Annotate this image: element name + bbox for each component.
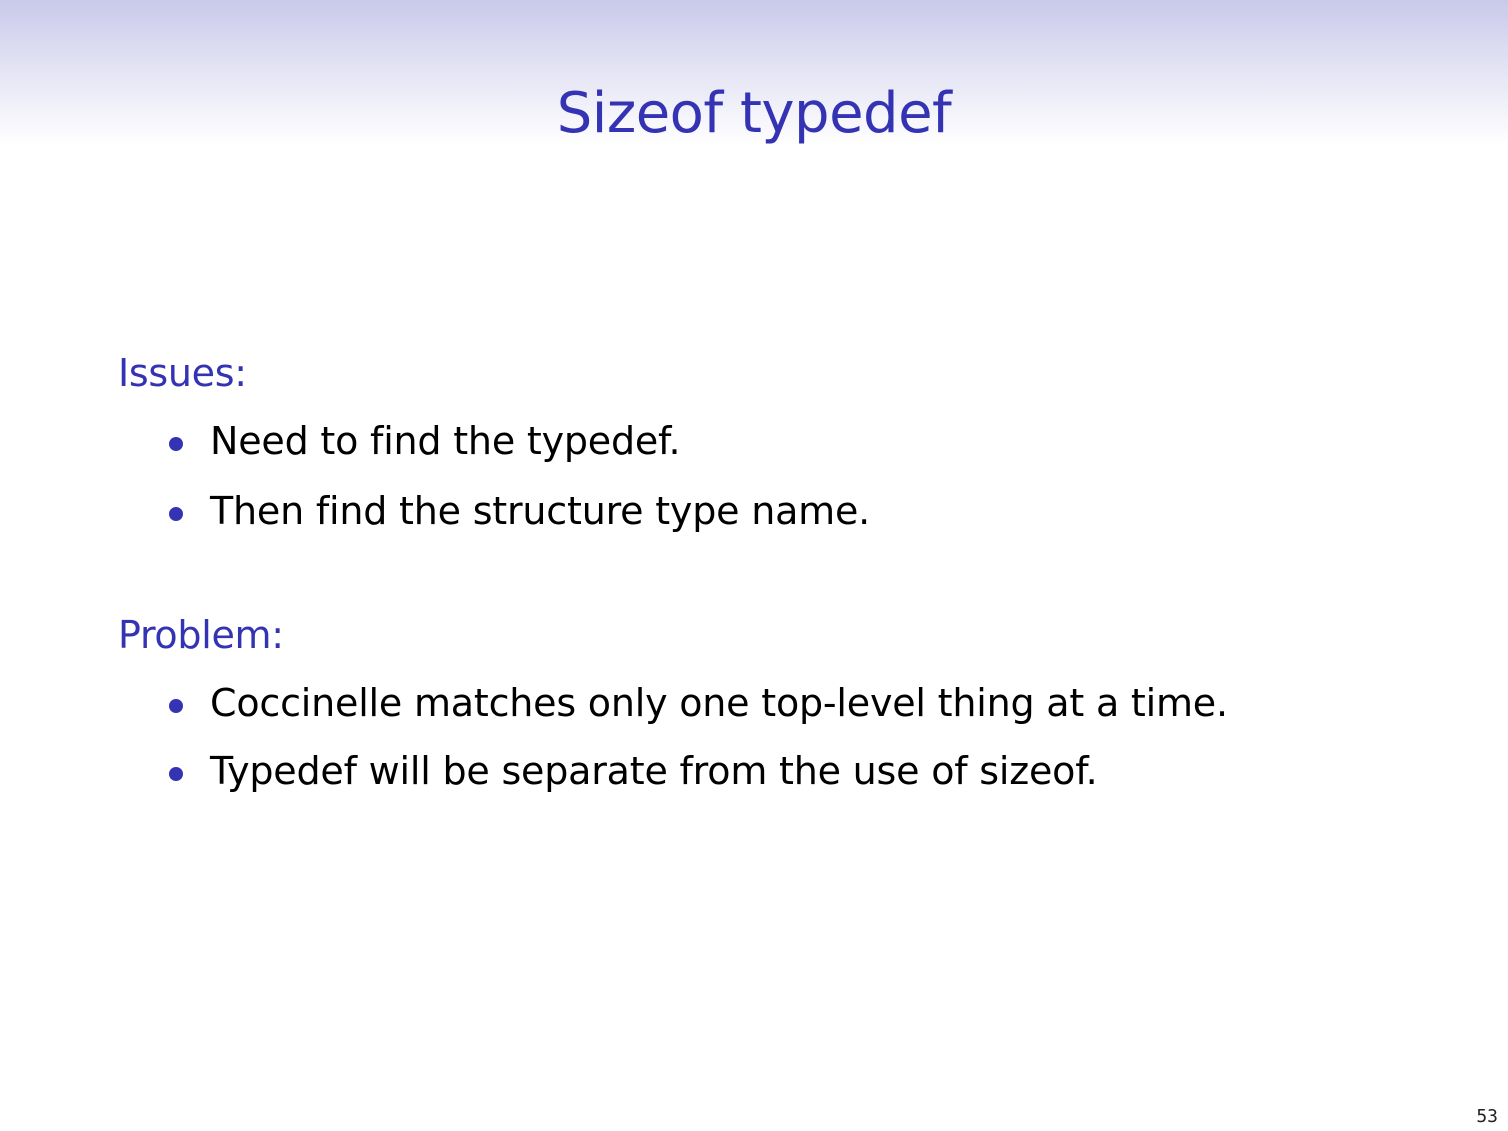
bullet-text: Typedef will be separate from the use of sizeof.	[210, 749, 1098, 793]
bullet-text: Then find the structure type name.	[210, 489, 871, 533]
bullet-item	[118, 418, 870, 464]
bullet-icon	[169, 507, 183, 521]
bullet-icon	[169, 767, 183, 781]
bullet-item	[118, 488, 870, 534]
section-problem	[118, 612, 1228, 816]
page-number: 53	[1476, 1106, 1498, 1127]
bullet-list-issues	[118, 418, 870, 534]
bullet-list-problem	[118, 680, 1228, 794]
section-heading-problem: Problem:	[118, 613, 284, 657]
section-heading-issues: Issues:	[118, 351, 247, 395]
bullet-icon	[169, 699, 183, 713]
bullet-text: Coccinelle matches only one top-level thing at a time.	[210, 681, 1228, 725]
bullet-item	[118, 748, 1228, 794]
bullet-text: Need to find the typedef.	[210, 419, 681, 463]
slide-title: Sizeof typedef	[556, 81, 952, 146]
bullet-item	[118, 680, 1228, 726]
bullet-icon	[169, 437, 183, 451]
section-issues	[118, 350, 870, 558]
